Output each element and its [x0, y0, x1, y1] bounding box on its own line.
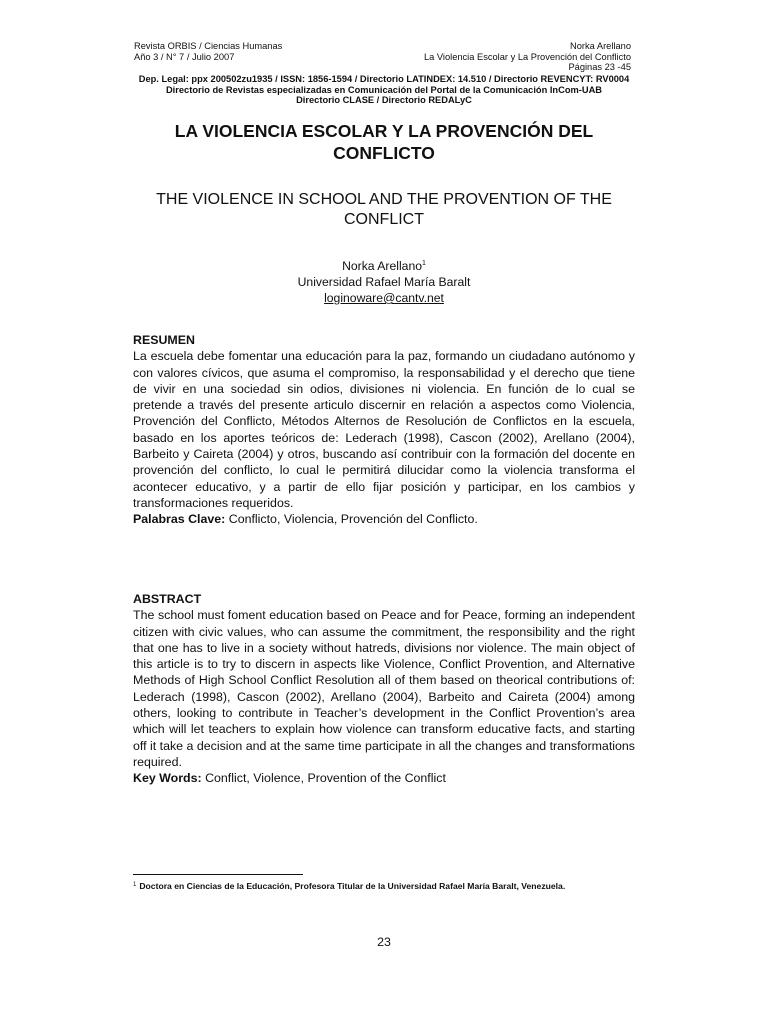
subtitle-line-1: THE VIOLENCE IN SCHOOL AND THE PROVENTION OF THE: [156, 191, 612, 208]
author-email-link[interactable]: loginoware@cantv.net: [324, 291, 444, 305]
footnote: [133, 880, 635, 892]
author-name-line: [100, 256, 668, 274]
subtitle-line-2: CONFLICT: [344, 210, 424, 228]
journal-registry: [100, 74, 668, 106]
journal-header: [134, 41, 282, 62]
registry-line-1: Dep. Legal: ppx 200502zu1935 / ISSN: 1856-1594 / Directorio LATINDEX: 14.510 / Directorio REVENCYT: RV0004: [138, 74, 630, 84]
journal-issue: Año 3 / N° 7 / Julio 2007: [134, 51, 235, 62]
author-name: Norka Arellano: [342, 259, 423, 273]
abstract-keywords: [133, 770, 635, 786]
article-title: [100, 120, 668, 164]
running-header: [424, 41, 631, 73]
registry-line-2: Directorio de Revistas especializadas en Comunicación del Portal de la Comunicación InCom-UAB: [165, 84, 603, 95]
author-block: [100, 256, 668, 306]
footnote-divider: [133, 874, 303, 875]
article-subtitle: [100, 190, 668, 229]
author-affiliation: Universidad Rafael María Baralt: [297, 275, 471, 289]
journal-name: Revista ORBIS / Ciencias Humanas: [134, 41, 283, 51]
abstract-body: The school must foment education based on Peace and for Peace, forming an independent citizen with civic values, who can assume the commitment, the responsibility and the right that one has to live in a society without hatreds, divisions nor violence. The main object of this article is to try to discern in aspects like Violence, Conflict Provention, and Alternative Methods of High School Conflict Resolution all of them based on theorical contributions of: Lederach (1998), Cascon (2002), Arellano (2004), Barbeito and Caireta (2004) among others, looking to contribute in Teacher’s development in the Conflict Provention’s area which will let teachers to explain how violence can transform educative facts, and starting off it take a decision and at the same time participate in all the changes and transformations required.: [133, 608, 635, 769]
footnote-mark: 1: [133, 882, 137, 888]
abstract-keywords-text: Conflict, Violence, Provention of the Conflict: [201, 771, 446, 786]
resumen-section: [133, 332, 635, 528]
footnote-text: Doctora en Ciencias de la Educación, Profesora Titular de la Universidad Rafael María Baralt, Venezuela.: [139, 881, 566, 891]
resumen-body: La escuela debe fomentar una educación para la paz, formando un ciudadano autónomo y con valores cívicos, que asuma el compromiso, la responsabilidad y el derecho que tiene de vivir en una sociedad sin odios, divisiones ni violencia. En función de lo cual se pretende a través del presente articulo discernir en relación a aspectos como Violencia, Provención del Conflicto, Métodos Alternos de Resolución de Conflictos en la escuela, basado en los aportes teóricos de: Lederach (1998), Cascon (2002), Arellano (2004), Barbeito y Caireta (2004) y otros, buscando así contribuir con la formación del docente en provención del conflicto, lo cual le permitirá dilucidar como la violencia transforma el acontecer educativo, y a partir de ello fijar posición y participar, en los cambios y transformaciones requeridos.: [133, 349, 635, 510]
resumen-heading: RESUMEN: [133, 333, 195, 347]
abstract-keywords-label: Key Words:: [133, 771, 202, 786]
header-author: Norka Arellano: [570, 41, 631, 51]
resumen-keywords-text: Conflicto, Violencia, Provención del Conflicto.: [225, 512, 478, 527]
title-line-2: CONFLICTO: [333, 143, 435, 163]
resumen-keywords: [133, 511, 635, 527]
header-article-title: La Violencia Escolar y La Provención del Conflicto: [423, 51, 631, 62]
registry-line-3: Directorio CLASE / Directorio REDALyC: [296, 95, 472, 106]
title-line-1: LA VIOLENCIA ESCOLAR Y LA PROVENCIÓN DEL: [174, 121, 594, 141]
page-number: 23: [377, 935, 391, 949]
abstract-section: [133, 591, 635, 787]
abstract-heading: ABSTRACT: [133, 592, 202, 606]
header-pages: Páginas 23 -45: [568, 62, 631, 73]
resumen-keywords-label: Palabras Clave:: [133, 512, 226, 527]
author-footnote-mark: 1: [422, 260, 426, 267]
